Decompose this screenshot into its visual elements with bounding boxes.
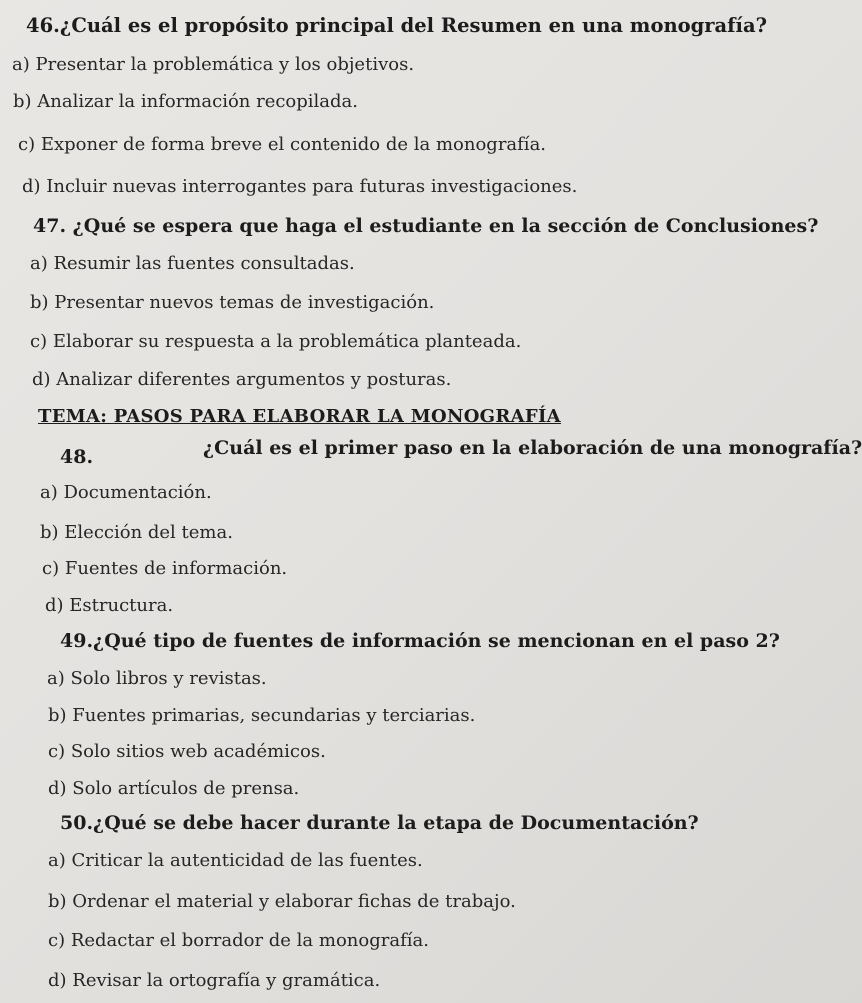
question-46-option-d: d) Incluir nuevas interrogantes para futuras investigaciones.	[22, 176, 578, 197]
question-46-option-a: a) Presentar la problemática y los objetivos.	[12, 54, 415, 75]
question-48: ¿Cuál es el primer paso en la elaboración de una monografía?	[203, 437, 862, 459]
question-50-option-b: b) Ordenar el material y elaborar fichas de trabajo.	[48, 891, 516, 912]
question-50-option-c: c) Redactar el borrador de la monografía.	[48, 930, 429, 951]
question-47: 47. ¿Qué se espera que haga el estudiante en la sección de Conclusiones?	[33, 215, 819, 237]
question-49-option-a: a) Solo libros y revistas.	[47, 668, 267, 689]
question-46: 46.¿Cuál es el propósito principal del Resumen en una monografía?	[26, 14, 768, 37]
question-46-option-b: b) Analizar la información recopilada.	[13, 91, 359, 112]
question-47-option-c: c) Elaborar su respuesta a la problemática planteada.	[30, 331, 522, 352]
question-50-option-d: d) Revisar la ortografía y gramática.	[48, 970, 381, 991]
question-46-option-c: c) Exponer de forma breve el contenido de la monografía.	[18, 134, 547, 155]
question-50: 50.¿Qué se debe hacer durante la etapa de Documentación?	[60, 812, 699, 834]
question-47-option-d: d) Analizar diferentes argumentos y posturas.	[32, 369, 452, 390]
question-48-option-a: a) Documentación.	[40, 482, 212, 503]
question-49: 49.¿Qué tipo de fuentes de información se mencionan en el paso 2?	[60, 630, 780, 652]
question-48-option-c: c) Fuentes de información.	[42, 558, 288, 579]
question-48-option-b: b) Elección del tema.	[40, 522, 233, 543]
question-49-option-d: d) Solo artículos de prensa.	[48, 778, 300, 799]
question-50-option-a: a) Criticar la autenticidad de las fuentes.	[48, 850, 423, 871]
question-48-option-d: d) Estructura.	[45, 595, 174, 616]
question-47-option-b: b) Presentar nuevos temas de investigación.	[30, 292, 435, 313]
question-49-option-c: c) Solo sitios web académicos.	[48, 741, 326, 762]
topic-heading: TEMA: PASOS PARA ELABORAR LA MONOGRAFÍA	[38, 406, 561, 427]
question-48-number: 48.	[60, 446, 94, 468]
question-49-option-b: b) Fuentes primarias, secundarias y terciarias.	[48, 705, 476, 726]
question-47-option-a: a) Resumir las fuentes consultadas.	[30, 253, 355, 274]
